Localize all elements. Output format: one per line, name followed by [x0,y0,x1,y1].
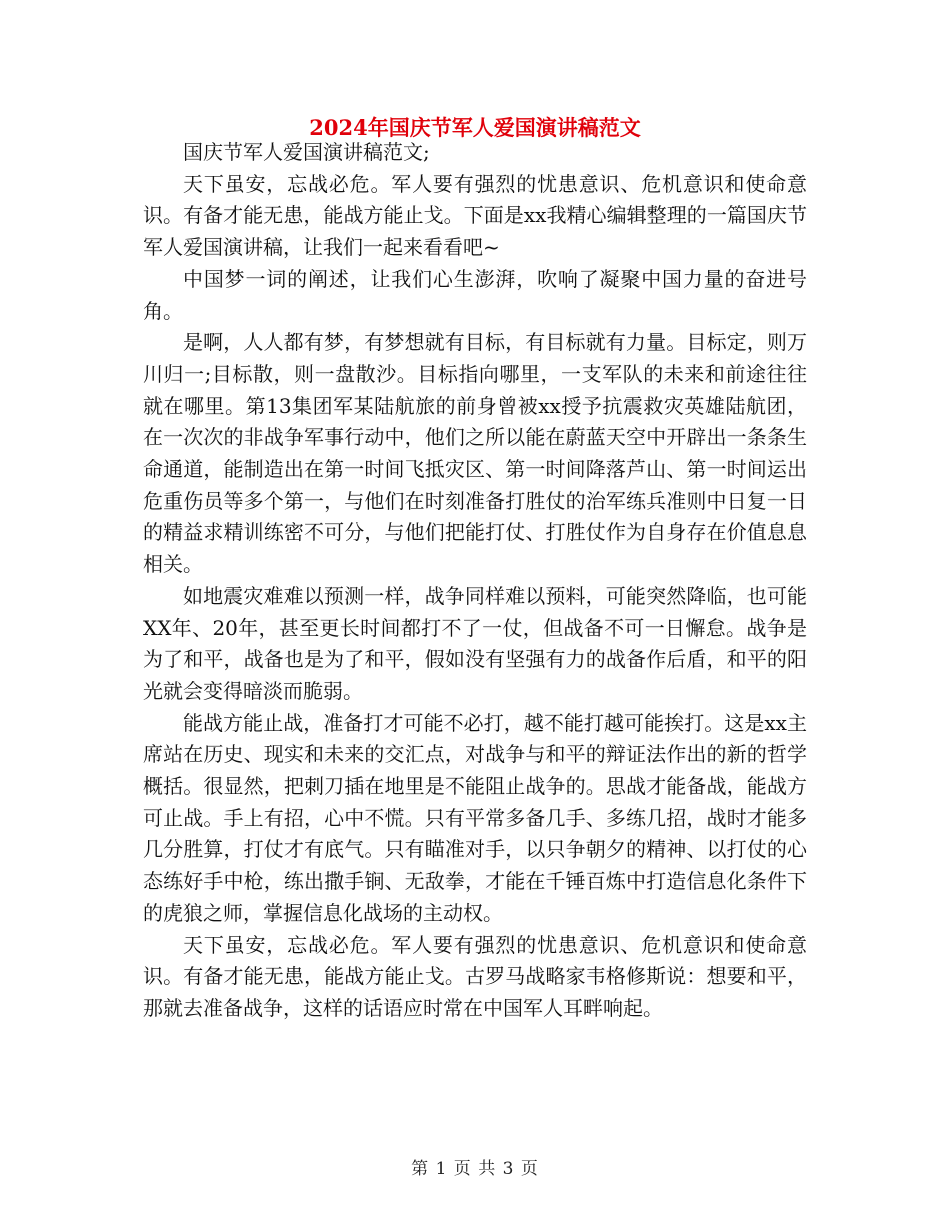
document-title: 2024年国庆节军人爱国演讲稿范文 [309,115,641,140]
paragraph: 如地震灾难难以预测一样，战争同样难以预料，可能突然降临，也可能XX年、20年，甚至更长时间都打不了一仗，但战备不可一日懈怠。战争是为了和平，战备也是为了和平，假如没有坚强有力的战备作后盾，和平的阳光就会变得暗淡而脆弱。 [143,583,807,703]
paragraph: 国庆节军人爱国演讲稿范文; [183,140,430,164]
paragraph: 天下虽安，忘战必危。军人要有强烈的忧患意识、危机意识和使命意识。有备才能无患，能战方能止戈。古罗马战略家韦格修斯说：想要和平，那就去准备战争，这样的话语应时常在中国军人耳畔响起。 [143,932,807,1020]
paragraph: 能战方能止战，准备打才可能不必打，越不能打越可能挨打。这是xx主席站在历史、现实和未来的交汇点，对战争与和平的辩证法作出的新的哲学概括。很显然，把刺刀插在地里是不能阻止战争的。思战才能备战，能战方可止战。手上有招，心中不慌。只有平常多备几手、多练几招，战时才能多几分胜算，打仗才有底气。只有瞄准对手，以只争朝夕的精神、以打仗的心态练好手中枪，练出撒手锏、无敌拳，才能在千锤百炼中打造信息化条件下的虎狼之师，掌握信息化战场的主动权。 [143,710,807,925]
document-body [143,137,807,1025]
paragraph: 中国梦一词的阐述，让我们心生澎湃，吹响了凝聚中国力量的奋进号角。 [143,266,807,323]
page-footer: 第 1 页 共 3 页 [411,1159,539,1179]
paragraph: 是啊，人人都有梦，有梦想就有目标，有目标就有力量。目标定，则万川归一;目标散，则一盘散沙。目标指向哪里，一支军队的未来和前途往往就在哪里。第13集团军某陆航旅的前身曾被xx授予抗震救灾英雄陆航团，在一次次的非战争军事行动中，他们之所以能在蔚蓝天空中开辟出一条条生命通道，能制造出在第一时间飞抵灾区、第一时间降落芦山、第一时间运出危重伤员等多个第一，与他们在时刻准备打胜仗的治军练兵准则中日复一日的精益求精训练密不可分，与他们把能打仗、打胜仗作为自身存在价值息息相关。 [143,330,807,577]
paragraph: 天下虽安，忘战必危。军人要有强烈的忧患意识、危机意识和使命意识。有备才能无患，能战方能止戈。下面是xx我精心编辑整理的一篇国庆节军人爱国演讲稿，让我们一起来看看吧~ [143,171,807,260]
